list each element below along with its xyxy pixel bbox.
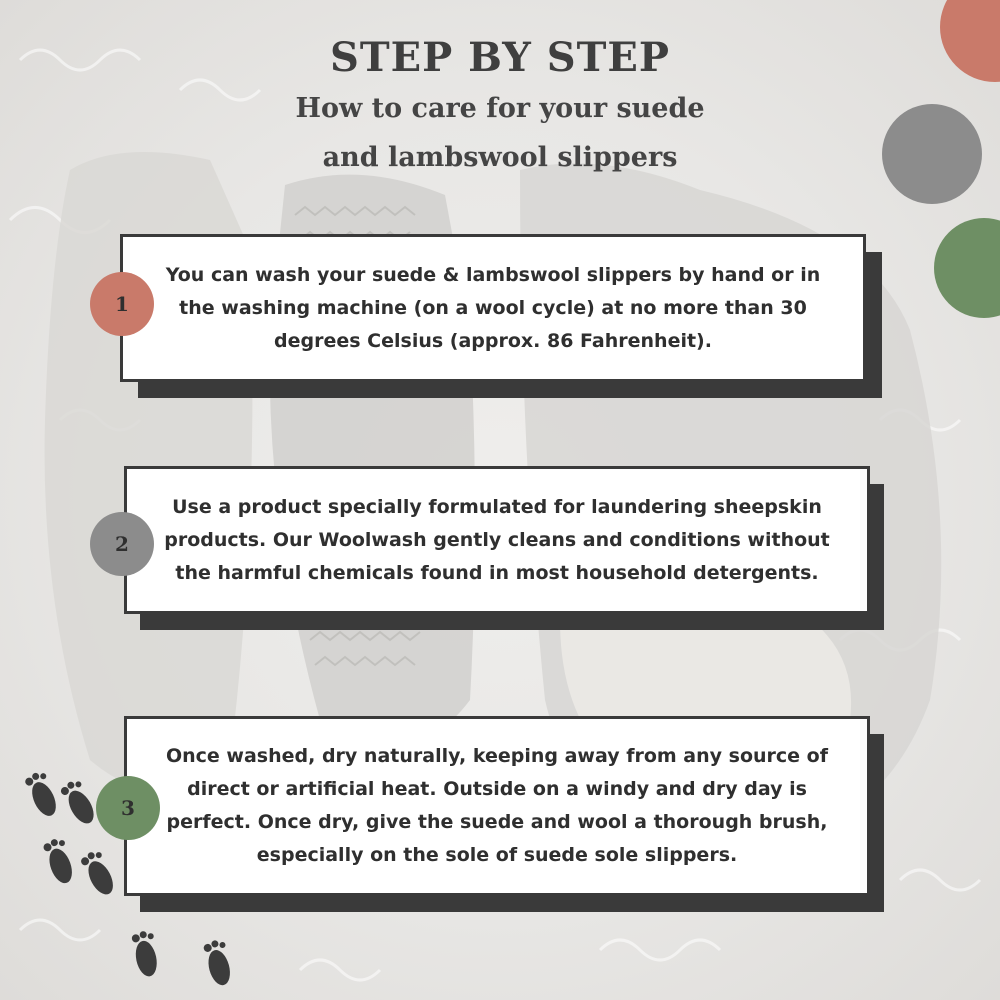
step-3-number-badge [96,776,160,840]
step-3-card [124,716,870,896]
page-subtitle-line-2: and lambswool slippers [322,142,678,173]
step-1-number-badge [90,272,154,336]
step-2-text: Use a product specially formulated for laundering sheepskin products. Our Woolwash gently cleans and conditions without the harmful chemicals found in most household detergents. [164,495,830,584]
step-2-card [124,466,870,614]
page-subtitle-line-1: How to care for your suede [295,93,705,124]
step-1-card [120,234,866,382]
step-1-text: You can wash your suede & lambswool slippers by hand or in the washing machine (on a wool cycle) at no more than 30 degrees Celsius (approx. 86 Fahrenheit). [165,263,821,352]
page-title: STEP BY STEP [330,34,670,81]
step-3-text: Once washed, dry naturally, keeping away from any source of direct or artificial heat. Outside on a windy and dry day is perfect. Once dry, give the suede and wool a thorough brush, especially on the sole of suede sole slippers. [165,745,828,866]
step-2-number: 2 [115,532,129,556]
step-1-number: 1 [115,292,129,316]
step-2-number-badge [90,512,154,576]
step-3-number: 3 [121,796,135,820]
